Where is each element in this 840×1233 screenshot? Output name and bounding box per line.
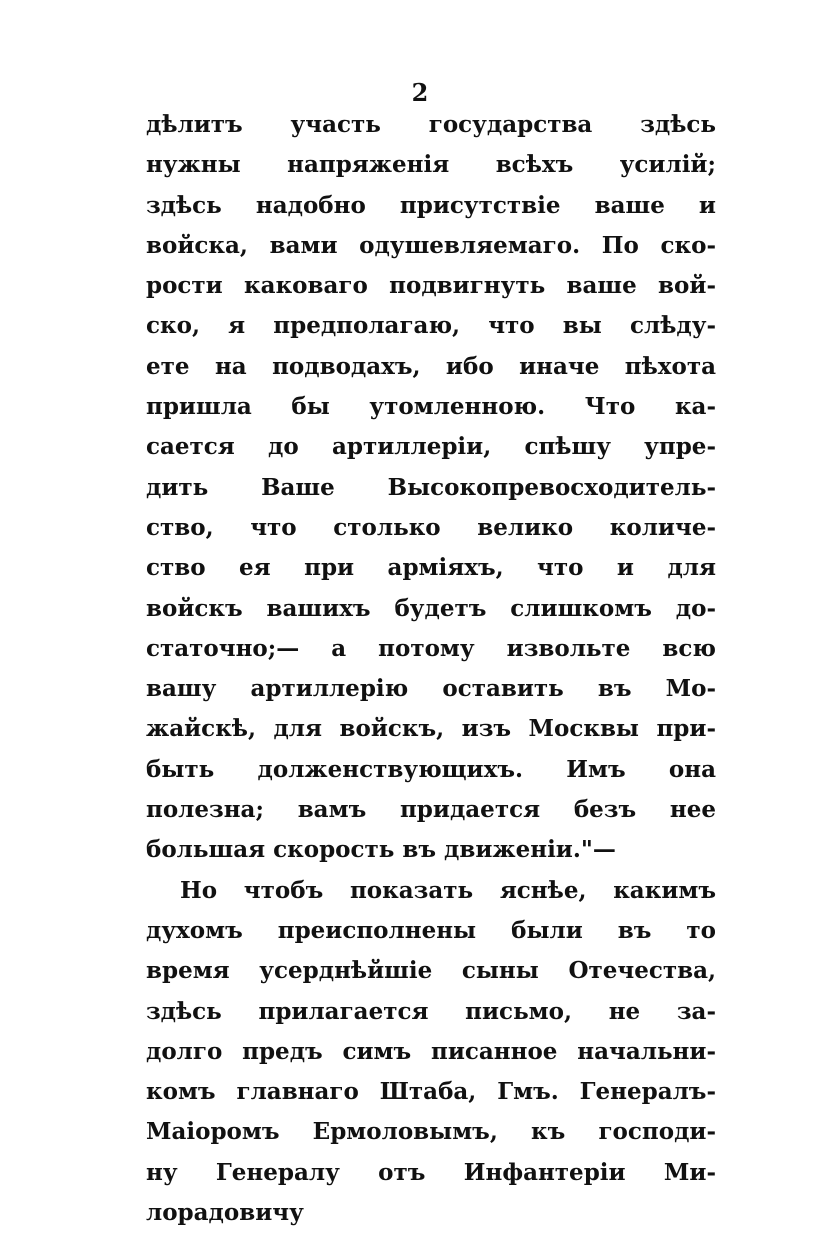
text-line: комъ главнаго Штаба, Гмъ. Генералъ- bbox=[146, 1078, 716, 1106]
text-line: ство ея при арміяхъ, что и для bbox=[146, 554, 716, 582]
page-number: 2 bbox=[411, 78, 429, 107]
text-line: здѣсь прилагается письмо, не за- bbox=[146, 997, 716, 1025]
text-line: статочно;— а потому извольте всю bbox=[146, 634, 716, 662]
text-line: войска, вами одушевляемаго. По ско- bbox=[146, 231, 716, 259]
text-line: рости каковаго подвигнуть ваше вой- bbox=[146, 272, 716, 300]
text-line: дѣлитъ участь государства здѣсь bbox=[146, 111, 716, 138]
text-line: здѣсь надобно присутствіе ваше и bbox=[146, 191, 716, 219]
text-line: ну Генералу отъ Инфантеріи Ми- bbox=[146, 1158, 716, 1186]
text-line: лорадовичу bbox=[146, 1199, 304, 1227]
text-line: дить Ваше Высокопревосходитель- bbox=[146, 473, 716, 501]
body-text bbox=[146, 105, 716, 1233]
text-line: Но чтобъ показать яснѣе, какимъ bbox=[180, 876, 716, 904]
text-line: войскъ вашихъ будетъ слишкомъ до- bbox=[146, 594, 716, 622]
text-line: Маіоромъ Ермоловымъ, къ господи- bbox=[146, 1118, 716, 1146]
text-line: большая скорость въ движеніи."— bbox=[146, 836, 616, 864]
text-line: долго предъ симъ писанное начальни- bbox=[146, 1037, 716, 1065]
text-line: пришла бы утомленною. Что ка- bbox=[146, 393, 716, 421]
text-line: вашу артиллерію оставить въ Мо- bbox=[146, 675, 716, 703]
text-line: время усерднѣйшіе сыны Отечества, bbox=[146, 957, 716, 985]
text-line: полезна; вамъ придается безъ нее bbox=[146, 796, 716, 824]
text-line: жайскѣ, для войскъ, изъ Москвы при- bbox=[146, 715, 716, 743]
text-line: быть долженствующихъ. Имъ она bbox=[146, 755, 716, 783]
text-line: духомъ преисполнены были въ то bbox=[146, 916, 716, 944]
text-line: нужны напряженія всѣхъ усилій; bbox=[146, 151, 716, 179]
text-line: ско, я предполагаю, что вы слѣду- bbox=[146, 312, 716, 340]
text-line: ство, что столько велико количе- bbox=[146, 513, 716, 541]
text-line: ете на подводахъ, ибо иначе пѣхота bbox=[146, 352, 716, 380]
text-line: сается до артиллеріи, спѣшу упре- bbox=[146, 433, 716, 461]
